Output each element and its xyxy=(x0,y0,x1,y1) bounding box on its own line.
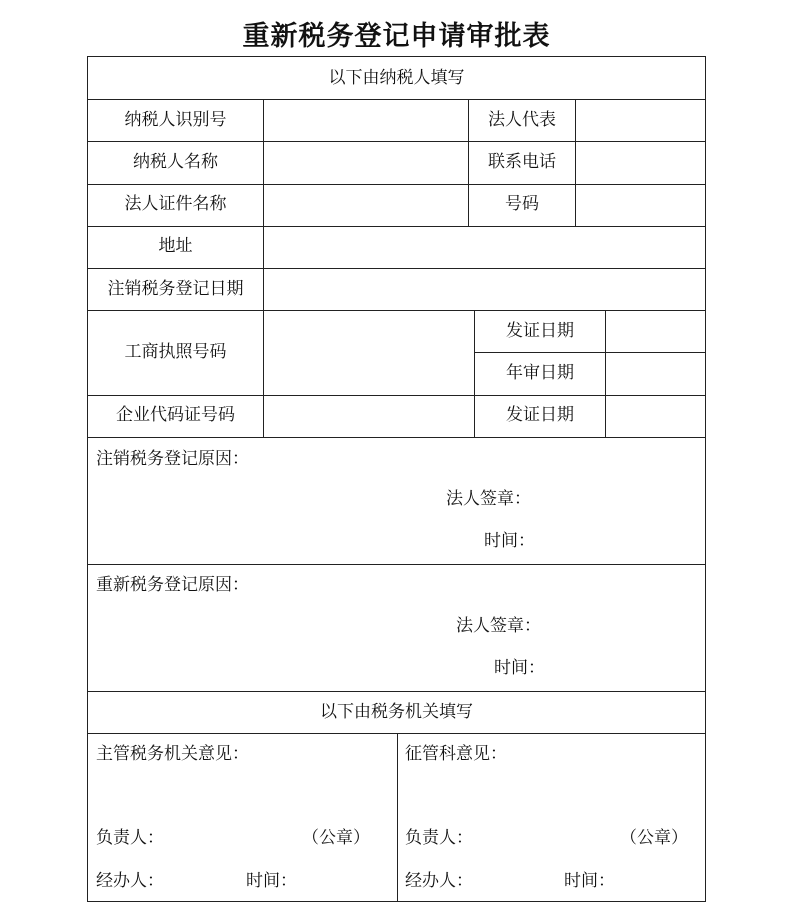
phone-label: 联系电话 xyxy=(488,152,556,172)
annual-review-label: 年审日期 xyxy=(506,363,574,383)
form-title: 重新税务登记申请审批表 xyxy=(242,21,551,52)
cancel-signature-label: 法人签章： xyxy=(446,489,531,509)
cancel-reason-field[interactable] xyxy=(89,438,705,564)
taxpayer-name-field[interactable] xyxy=(264,142,468,184)
collection-dept-opinion-label: 征管科意见： xyxy=(405,744,507,764)
legal-rep-label: 法人代表 xyxy=(488,110,556,130)
reregister-signature-label: 法人签章： xyxy=(456,616,541,636)
reregister-reason-label: 重新税务登记原因： xyxy=(96,575,249,595)
address-field[interactable] xyxy=(264,227,705,268)
taxpayer-section-header: 以下由纳税人填写 xyxy=(328,68,465,88)
right-handler-label: 经办人： xyxy=(405,871,473,891)
issue-date-field[interactable] xyxy=(606,311,705,352)
authority-section-header: 以下由税务机关填写 xyxy=(320,702,473,722)
address-label: 地址 xyxy=(158,236,193,256)
org-code-field[interactable] xyxy=(264,396,474,437)
tax-authority-opinion-label: 主管税务机关意见： xyxy=(96,744,249,764)
cancel-time-label: 时间： xyxy=(484,531,535,551)
cert-name-label: 法人证件名称 xyxy=(124,194,227,214)
right-seal-label: （公章） xyxy=(620,828,688,848)
cert-number-label: 号码 xyxy=(505,194,539,214)
left-handler-label: 经办人： xyxy=(96,871,164,891)
cancel-date-field[interactable] xyxy=(264,269,705,310)
annual-review-field[interactable] xyxy=(606,353,705,395)
left-responsible-label: 负责人： xyxy=(96,828,164,848)
cancel-date-label: 注销税务登记日期 xyxy=(107,279,244,299)
taxpayer-id-label: 纳税人识别号 xyxy=(124,110,227,130)
reregister-reason-field[interactable] xyxy=(89,565,705,691)
cert-number-field[interactable] xyxy=(576,185,705,226)
left-seal-label: （公章） xyxy=(302,828,370,848)
right-time-label: 时间： xyxy=(564,871,615,891)
org-code-label: 企业代码证号码 xyxy=(116,405,235,425)
left-time-label: 时间： xyxy=(246,871,297,891)
taxpayer-id-field[interactable] xyxy=(264,100,468,141)
taxpayer-name-label: 纳税人名称 xyxy=(133,152,218,172)
cancel-reason-label: 注销税务登记原因： xyxy=(96,449,249,469)
org-issue-date-field[interactable] xyxy=(606,396,705,437)
right-responsible-label: 负责人： xyxy=(405,828,473,848)
business-license-label: 工商执照号码 xyxy=(124,342,227,362)
legal-rep-field[interactable] xyxy=(576,100,705,141)
cert-name-field[interactable] xyxy=(264,185,468,226)
reregister-time-label: 时间： xyxy=(494,658,545,678)
phone-field[interactable] xyxy=(576,142,705,184)
org-issue-date-label: 发证日期 xyxy=(506,405,574,425)
approval-form-table xyxy=(87,56,706,902)
business-license-field[interactable] xyxy=(264,311,474,395)
issue-date-label: 发证日期 xyxy=(506,321,574,341)
